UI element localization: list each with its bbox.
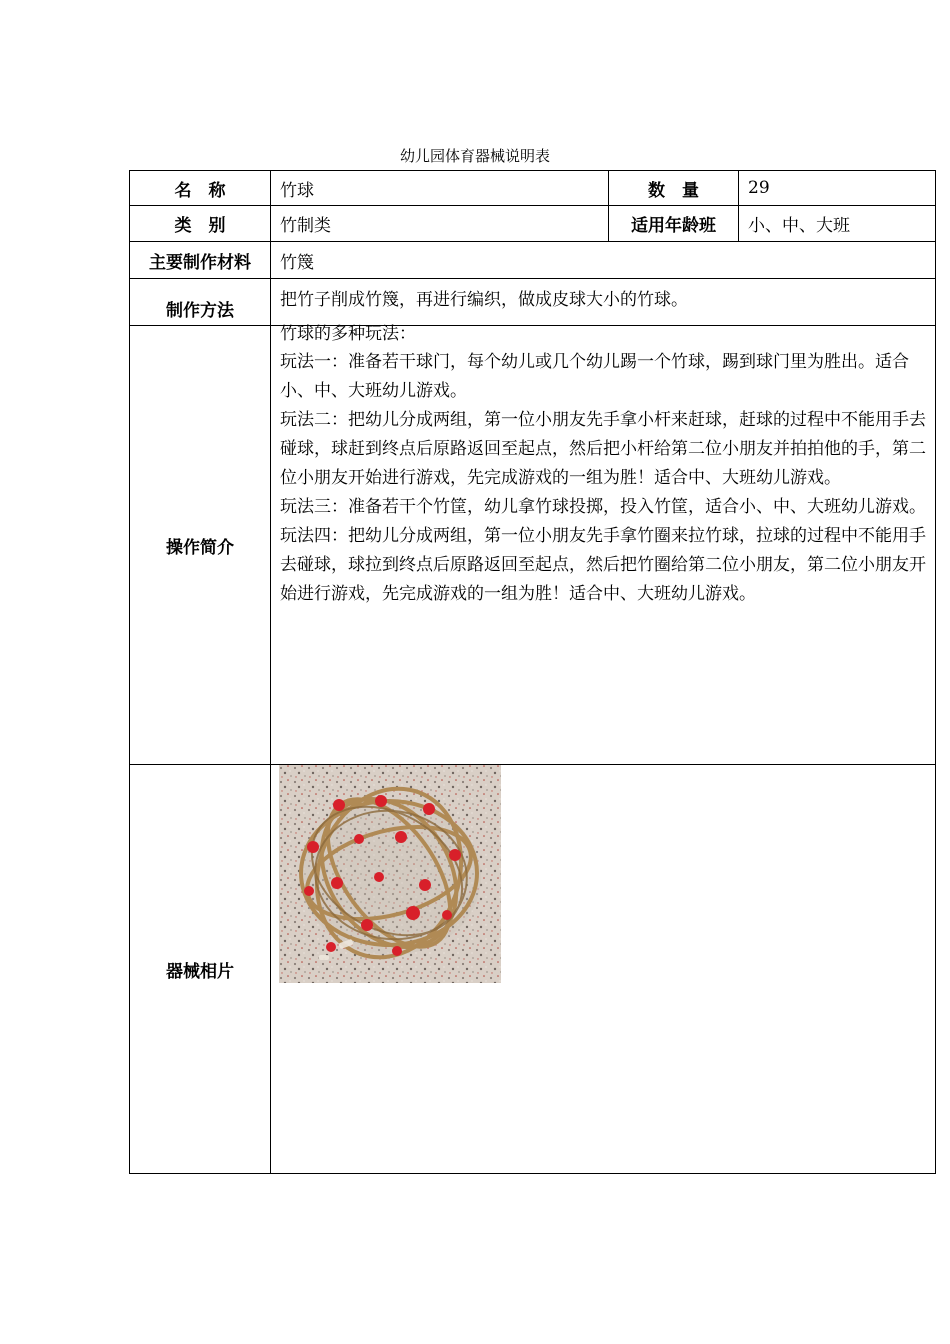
document-title: 幼儿园体育器械说明表 <box>399 147 550 165</box>
age-value: 小、中、大班 <box>739 206 936 242</box>
operation-paragraph-4: 玩法四：把幼儿分成两组，第一位小朋友先手拿竹圈来拉竹球，拉球的过程中不能用手去碰球，球拉到终点后原路返回至起点，然后把竹圈给第二位小朋友，第二位小朋友开始进行游戏，先完成游戏的一组为胜！适合中、大班幼儿游戏。 <box>280 526 926 604</box>
category-value: 竹制类 <box>271 206 609 242</box>
row-operation <box>130 326 936 765</box>
material-label: 主要制作材料 <box>130 242 271 279</box>
operation-paragraph-1: 玩法一：准备若干球门，每个幼儿或几个幼儿踢一个竹球，踢到球门里为胜出。适合小、中、大班幼儿游戏。 <box>280 352 909 401</box>
equipment-info-table <box>129 170 936 1174</box>
row-material <box>130 242 936 279</box>
row-method <box>130 279 936 326</box>
row-photo <box>130 765 936 1174</box>
category-label: 类 别 <box>130 206 271 242</box>
row-category <box>130 206 936 242</box>
method-value: 把竹子削成竹篾，再进行编织，做成皮球大小的竹球。 <box>271 279 936 326</box>
method-label: 制作方法 <box>130 279 271 326</box>
quantity-label: 数 量 <box>609 171 739 206</box>
photo-label: 器械相片 <box>130 765 271 1174</box>
row-name <box>130 171 936 206</box>
operation-paragraph-3: 玩法三：准备若干个竹筐，幼儿拿竹球投掷，投入竹筐，适合小、中、大班幼儿游戏。 <box>280 497 926 517</box>
name-label: 名 称 <box>130 171 271 206</box>
photo-cell <box>271 765 936 1174</box>
operation-intro: 竹球的多种玩法： <box>280 324 416 344</box>
quantity-value: 29 <box>739 171 936 206</box>
operation-paragraph-2: 玩法二：把幼儿分成两组，第一位小朋友先手拿小杆来赶球，赶球的过程中不能用手去碰球，球赶到终点后原路返回至起点，然后把小杆给第二位小朋友并拍拍他的手，第二位小朋友开始进行游戏，先完成游戏的一组为胜！适合中、大班幼儿游戏。 <box>280 410 926 488</box>
bamboo-ball-photo <box>279 765 501 983</box>
name-value: 竹球 <box>271 171 609 206</box>
operation-content <box>271 326 936 765</box>
age-label: 适用年龄班 <box>609 206 739 242</box>
material-value: 竹篾 <box>271 242 936 279</box>
operation-label: 操作简介 <box>130 326 271 765</box>
